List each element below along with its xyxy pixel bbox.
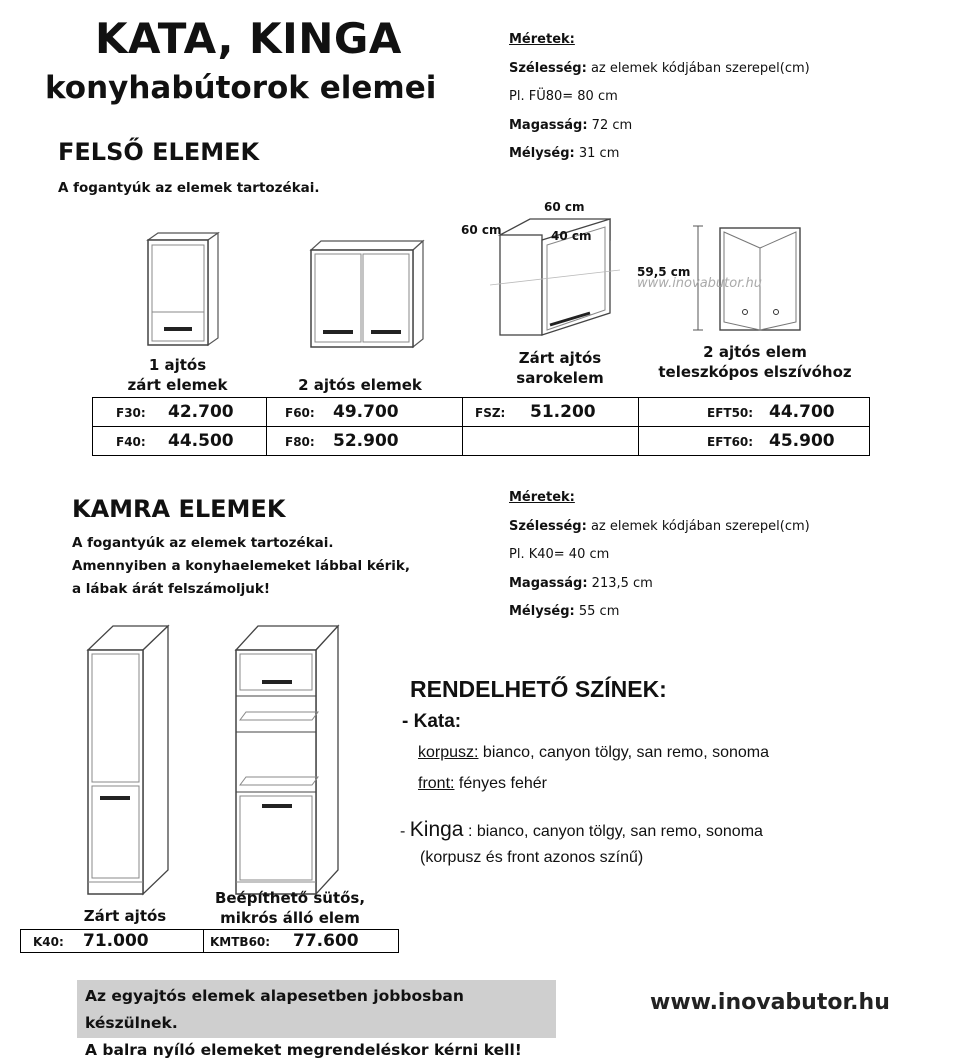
kinga-dash: - — [400, 823, 410, 840]
page-subtitle: konyhabútorok elemei — [45, 70, 437, 106]
width-text: az elemek kódjában szerepel(cm) — [586, 518, 810, 534]
width-example: Pl. FÜ80= 80 cm — [509, 89, 618, 104]
pantry-note-1: A fogantyúk az elemek tartozékai. — [72, 535, 334, 551]
height-label: Magasság: — [509, 117, 588, 133]
pantry-heading: KAMRA ELEMEK — [72, 495, 286, 523]
pantry-price-table — [20, 929, 399, 953]
colors-section — [410, 676, 667, 703]
depth-label: Mélység: — [509, 604, 575, 619]
upper-note: A fogantyúk az elemek tartozékai. — [58, 180, 320, 196]
price-value: 49.700 — [333, 402, 399, 422]
price-value: 45.900 — [769, 431, 835, 451]
corner-inner-dim: 40 cm — [551, 229, 592, 243]
caption-corner-line1: Zárt ajtós — [518, 349, 602, 367]
kata-front — [418, 775, 547, 793]
website-link[interactable]: www.inovabutor.hu — [650, 990, 890, 1015]
price-code: KMTB60: — [210, 935, 271, 949]
price-value: 42.700 — [168, 402, 234, 422]
price-code: F80: — [285, 435, 315, 449]
price-value: 51.200 — [530, 402, 596, 422]
price-code: F30: — [116, 406, 146, 420]
width-label: Szélesség: — [509, 518, 587, 534]
kata-label — [402, 711, 461, 733]
caption-oven-line1: Beépíthető sütős, — [214, 889, 366, 907]
specs-title: Méretek: — [509, 490, 575, 505]
width-text: az elemek kódjában szerepel(cm) — [586, 60, 810, 76]
pantry-specs — [509, 484, 810, 627]
one-door-cabinet-drawing — [140, 230, 230, 350]
eft-height-dim: 59,5 cm — [637, 265, 691, 279]
corner-width-dim: 60 cm — [544, 200, 585, 214]
pantry-oven-cabinet-drawing — [228, 620, 343, 905]
price-code: K40: — [33, 935, 64, 949]
price-code: EFT60: — [707, 435, 754, 449]
price-code: FSZ: — [475, 406, 506, 420]
price-row — [21, 930, 399, 953]
footer-note-line1: Az egyajtós elemek alapesetben jobbosban készülnek. — [85, 987, 464, 1032]
upper-heading: FELSŐ ELEMEK — [58, 138, 260, 166]
kata-korpusz — [418, 744, 769, 762]
price-code: F40: — [116, 435, 146, 449]
width-example: Pl. K40= 40 cm — [509, 547, 610, 562]
price-row — [93, 427, 870, 456]
page-title: KATA, KINGA — [95, 14, 402, 63]
caption-oven — [210, 888, 370, 928]
depth-text: 55 cm — [574, 604, 620, 619]
corner-depth-dim: 60 cm — [461, 223, 502, 237]
kinga-line — [400, 818, 763, 842]
price-row — [93, 398, 870, 427]
price-value: 52.900 — [333, 431, 399, 451]
price-value: 44.500 — [168, 431, 234, 451]
pantry-closed-cabinet-drawing — [80, 620, 175, 905]
footer-note — [77, 980, 556, 1059]
watermark: www.inovabutor.hu — [637, 276, 762, 291]
caption-one-door-line1: 1 ajtós — [148, 356, 207, 374]
colors-heading: RENDELHETŐ SZÍNEK: — [410, 676, 667, 702]
price-value: 71.000 — [83, 931, 149, 951]
korpusz-text: bianco, canyon tölgy, san remo, sonoma — [478, 744, 769, 761]
kinga-label: Kinga — [409, 818, 464, 841]
depth-text: 31 cm — [574, 146, 620, 161]
upper-specs — [509, 26, 810, 169]
width-label: Szélesség: — [509, 60, 587, 76]
height-label: Magasság: — [509, 575, 588, 591]
kinga-note: (korpusz és front azonos színű) — [420, 849, 644, 866]
caption-two-door: 2 ajtós elemek — [298, 376, 422, 394]
kinga-text: : bianco, canyon tölgy, san remo, sonoma — [463, 823, 763, 840]
caption-one-door — [110, 355, 245, 395]
caption-oven-line2: mikrós álló elem — [220, 909, 360, 927]
depth-label: Mélység: — [509, 146, 575, 161]
korpusz-label: korpusz: — [418, 744, 479, 761]
caption-eft-line2: teleszkópos elszívóhoz — [658, 363, 852, 381]
specs-title: Méretek: — [509, 32, 575, 47]
front-text: fényes fehér — [454, 775, 547, 792]
pantry-notes — [72, 532, 410, 601]
price-code: F60: — [285, 406, 315, 420]
upper-price-table — [92, 397, 870, 456]
height-text: 213,5 cm — [587, 575, 653, 591]
caption-eft-line1: 2 ajtós elem — [703, 343, 807, 361]
kata-label-text: - Kata: — [402, 711, 462, 732]
two-door-cabinet-drawing — [305, 235, 435, 350]
price-value: 44.700 — [769, 402, 835, 422]
caption-one-door-line2: zárt elemek — [127, 376, 228, 394]
pantry-note-2: Amennyiben a konyhaelemeket lábbal kérik, — [72, 558, 411, 574]
price-code: EFT50: — [707, 406, 754, 420]
front-label: front: — [418, 775, 455, 792]
footer-note-line2: A balra nyíló elemeket megrendeléskor kérni kell! — [85, 1041, 522, 1059]
price-value: 77.600 — [293, 931, 359, 951]
height-text: 72 cm — [587, 117, 633, 133]
caption-closed: Zárt ajtós — [83, 907, 167, 925]
caption-corner-line2: sarokelem — [516, 369, 604, 387]
caption-eft — [640, 342, 870, 382]
pantry-note-3: a lábak árát felszámoljuk! — [72, 581, 271, 597]
caption-corner — [495, 348, 625, 388]
